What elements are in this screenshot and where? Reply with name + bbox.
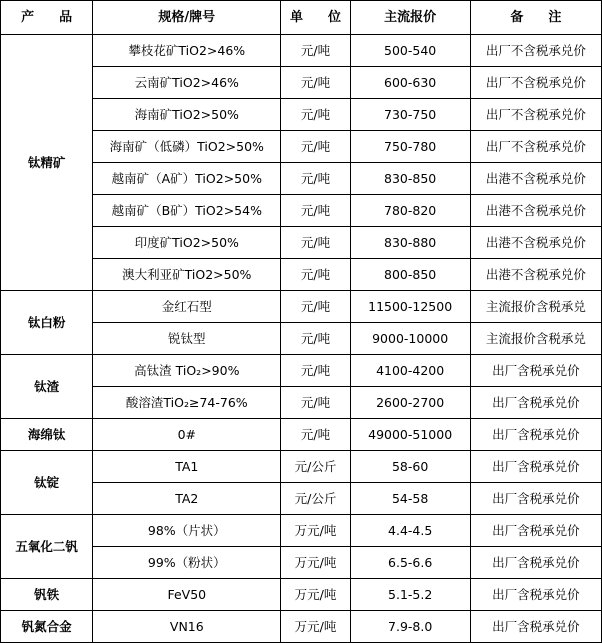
- price-cell: 800-850: [350, 259, 470, 291]
- table-row: [1, 355, 602, 387]
- column-header-spec: 规格/牌号: [93, 1, 281, 35]
- table-row: [1, 515, 602, 547]
- unit-cell: 万元/吨: [281, 515, 350, 547]
- product-group-cell: 钛精矿: [1, 35, 93, 291]
- spec-cell: 高钛渣 TiO₂>90%: [93, 355, 281, 387]
- remark-cell: 出厂不含税承兑价: [470, 67, 601, 99]
- price-cell: 7.9-8.0: [350, 611, 470, 643]
- spec-cell: 越南矿（A矿）TiO2>50%: [93, 163, 281, 195]
- remark-cell: 出港不含税承兑价: [470, 259, 601, 291]
- remark-cell: 出厂含税承兑价: [470, 579, 601, 611]
- remark-cell: 主流报价含税承兑: [470, 323, 601, 355]
- remark-cell: 出厂不含税承兑价: [470, 35, 601, 67]
- unit-cell: 元/吨: [281, 419, 350, 451]
- table-header: [1, 1, 602, 35]
- spec-cell: TA1: [93, 451, 281, 483]
- table-row: [1, 419, 602, 451]
- product-group-cell: 钛白粉: [1, 291, 93, 355]
- spec-cell: 酸溶渣TiO₂≥74-76%: [93, 387, 281, 419]
- unit-cell: 万元/吨: [281, 579, 350, 611]
- product-group-cell: 钛锭: [1, 451, 93, 515]
- remark-cell: 出厂含税承兑价: [470, 611, 601, 643]
- unit-cell: 元/吨: [281, 131, 350, 163]
- table-row: [1, 291, 602, 323]
- remark-cell: 出港不含税承兑价: [470, 163, 601, 195]
- remark-cell: 出厂含税承兑价: [470, 547, 601, 579]
- remark-cell: 出厂不含税承兑价: [470, 99, 601, 131]
- product-group-cell: 钒铁: [1, 579, 93, 611]
- unit-cell: 元/吨: [281, 355, 350, 387]
- remark-cell: 主流报价含税承兑: [470, 291, 601, 323]
- spec-cell: 0#: [93, 419, 281, 451]
- price-cell: 54-58: [350, 483, 470, 515]
- spec-cell: VN16: [93, 611, 281, 643]
- column-header-remark: 备 注: [470, 1, 601, 35]
- price-cell: 4.4-4.5: [350, 515, 470, 547]
- spec-cell: 锐钛型: [93, 323, 281, 355]
- table-body: [1, 35, 602, 643]
- product-group-cell: 钒氮合金: [1, 611, 93, 643]
- unit-cell: 元/吨: [281, 323, 350, 355]
- remark-cell: 出厂含税承兑价: [470, 387, 601, 419]
- remark-cell: 出厂含税承兑价: [470, 451, 601, 483]
- price-cell: 11500-12500: [350, 291, 470, 323]
- unit-cell: 元/吨: [281, 291, 350, 323]
- remark-cell: 出厂含税承兑价: [470, 355, 601, 387]
- table-row: [1, 35, 602, 67]
- spec-cell: 海南矿TiO2>50%: [93, 99, 281, 131]
- spec-cell: 攀枝花矿TiO2>46%: [93, 35, 281, 67]
- price-cell: 6.5-6.6: [350, 547, 470, 579]
- unit-cell: 元/吨: [281, 35, 350, 67]
- unit-cell: 元/吨: [281, 387, 350, 419]
- spec-cell: FeV50: [93, 579, 281, 611]
- price-cell: 9000-10000: [350, 323, 470, 355]
- remark-cell: 出厂不含税承兑价: [470, 131, 601, 163]
- spec-cell: 越南矿（B矿）TiO2>54%: [93, 195, 281, 227]
- unit-cell: 元/吨: [281, 163, 350, 195]
- column-header-unit: 单 位: [281, 1, 350, 35]
- spec-cell: 99%（粉状）: [93, 547, 281, 579]
- unit-cell: 万元/吨: [281, 611, 350, 643]
- table-header-row: [1, 1, 602, 35]
- unit-cell: 万元/吨: [281, 547, 350, 579]
- spec-cell: 海南矿（低磷）TiO2>50%: [93, 131, 281, 163]
- table-row: [1, 611, 602, 643]
- price-cell: 49000-51000: [350, 419, 470, 451]
- spec-cell: 云南矿TiO2>46%: [93, 67, 281, 99]
- price-cell: 500-540: [350, 35, 470, 67]
- price-cell: 780-820: [350, 195, 470, 227]
- spec-cell: 98%（片状）: [93, 515, 281, 547]
- spec-cell: 金红石型: [93, 291, 281, 323]
- column-header-price: 主流报价: [350, 1, 470, 35]
- table-row: [1, 451, 602, 483]
- remark-cell: 出港不含税承兑价: [470, 195, 601, 227]
- column-header-product: 产 品: [1, 1, 93, 35]
- price-cell: 830-850: [350, 163, 470, 195]
- price-cell: 4100-4200: [350, 355, 470, 387]
- unit-cell: 元/吨: [281, 67, 350, 99]
- remark-cell: 出港不含税承兑价: [470, 227, 601, 259]
- unit-cell: 元/吨: [281, 99, 350, 131]
- price-cell: 5.1-5.2: [350, 579, 470, 611]
- spec-cell: TA2: [93, 483, 281, 515]
- product-group-cell: 海绵钛: [1, 419, 93, 451]
- price-cell: 600-630: [350, 67, 470, 99]
- price-cell: 58-60: [350, 451, 470, 483]
- table-row: [1, 579, 602, 611]
- unit-cell: 元/吨: [281, 195, 350, 227]
- price-cell: 2600-2700: [350, 387, 470, 419]
- product-group-cell: 钛渣: [1, 355, 93, 419]
- unit-cell: 元/公斤: [281, 451, 350, 483]
- remark-cell: 出厂含税承兑价: [470, 419, 601, 451]
- unit-cell: 元/吨: [281, 259, 350, 291]
- unit-cell: 元/公斤: [281, 483, 350, 515]
- remark-cell: 出厂含税承兑价: [470, 515, 601, 547]
- price-cell: 830-880: [350, 227, 470, 259]
- unit-cell: 元/吨: [281, 227, 350, 259]
- spec-cell: 澳大利亚矿TiO2>50%: [93, 259, 281, 291]
- price-cell: 750-780: [350, 131, 470, 163]
- spec-cell: 印度矿TiO2>50%: [93, 227, 281, 259]
- remark-cell: 出厂含税承兑价: [470, 483, 601, 515]
- product-group-cell: 五氧化二钒: [1, 515, 93, 579]
- price-cell: 730-750: [350, 99, 470, 131]
